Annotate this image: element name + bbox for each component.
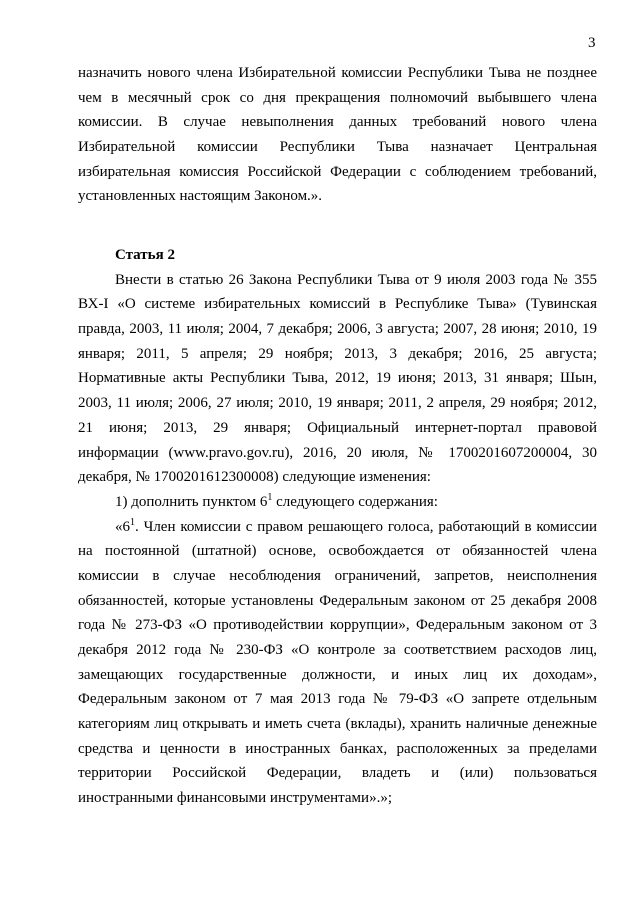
text-line: средства и ценности в иностранных банках, расположенных за пределами [78, 740, 597, 757]
page-number: 3 [588, 35, 596, 51]
text-line: комиссии в случае несоблюдения ограничений, запретов, неисполнения [78, 567, 597, 584]
text-line: января; 2011, 5 апреля; 29 ноября; 2013, 3 декабря; 2016, 25 августа; [78, 345, 597, 362]
text-line: чем в месячный срок со дня прекращения полномочий выбывшего члена [78, 89, 597, 106]
text-line: назначить нового члена Избирательной комиссии Республики Тыва не позднее [78, 65, 597, 81]
article-2 [78, 243, 597, 811]
superscript: 1 [267, 491, 273, 503]
text-line: избирательная комиссия Российской Федерации с соблюдением требований, [78, 163, 597, 180]
text-line: Нормативные акты Республики Тыва, 2012, 19 июня; 2013, 31 января; Шын, [78, 370, 597, 387]
closing-paragraph [78, 61, 597, 209]
amendment-item-1 [78, 490, 597, 515]
text-line: 21 июня; 2013, 29 января; Официальный интернет-портал правовой [78, 419, 597, 436]
article-heading: Статья 2 [115, 247, 175, 263]
text-line: иностранными финансовыми инструментами».»; [78, 790, 392, 807]
text-line: территории Российской Федерации, владеть и (или) пользоваться [78, 765, 597, 782]
text-line: информации (www.pravo.gov.ru), 2016, 20 июля, № 1700201607200004, 30 [78, 444, 597, 461]
text-line: Федеральным законом от 7 мая 2013 года № 79-ФЗ «О запрете отдельным [78, 691, 597, 708]
quoted-clause-start [78, 515, 597, 540]
text-line: Избирательной комиссии Республики Тыва назначает Центральная [78, 139, 597, 156]
text-line: замещающих государственные должности, и иных лиц их доходам», [78, 666, 597, 683]
text-line: Внести в статью 26 Закона Республики Тыва от 9 июля 2003 года № 355 [115, 271, 597, 288]
text-line: года № 273-ФЗ «О противодействии коррупции», Федеральным законом от 3 [78, 617, 597, 634]
text-line: на постоянной (штатной) основе, освобождается от обязанностей члена [78, 543, 597, 560]
text-line: обязанностей, которые установлены Федеральным законом от 25 декабря 2008 [78, 592, 597, 609]
text-line: установленных настоящим Законом.». [78, 188, 323, 205]
item-text: следующего содержания: [272, 493, 438, 510]
text-line: правда, 2003, 11 июля; 2004, 7 декабря; 2006, 3 августа; 2007, 28 июня; 2010, 19 [78, 321, 597, 338]
clause-text: . Член комиссии с правом решающего голоса, работающий в комиссии [135, 518, 597, 535]
superscript: 1 [130, 516, 135, 528]
item-text: 1) дополнить пунктом 6 [115, 493, 268, 510]
text-line: комиссии. В случае невыполнения данных требований нового члена [78, 114, 597, 131]
text-line: 2003, 11 июля; 2006, 27 июля; 2010, 19 января; 2011, 2 апреля, 29 ноября; 2012, [78, 395, 597, 412]
clause-text: «6 [115, 518, 130, 535]
text-line: декабря, № 1700201612300008) следующие изменения: [78, 469, 431, 486]
text-line: ВХ-I «О системе избирательных комиссий в Республике Тыва» (Тувинская [78, 296, 597, 313]
text-line: категориям лиц открывать и иметь счета (вклады), хранить наличные денежные [78, 716, 597, 733]
text-line: декабря 2012 года № 230-ФЗ «О контроле за соответствием расходов лиц, [78, 642, 597, 658]
